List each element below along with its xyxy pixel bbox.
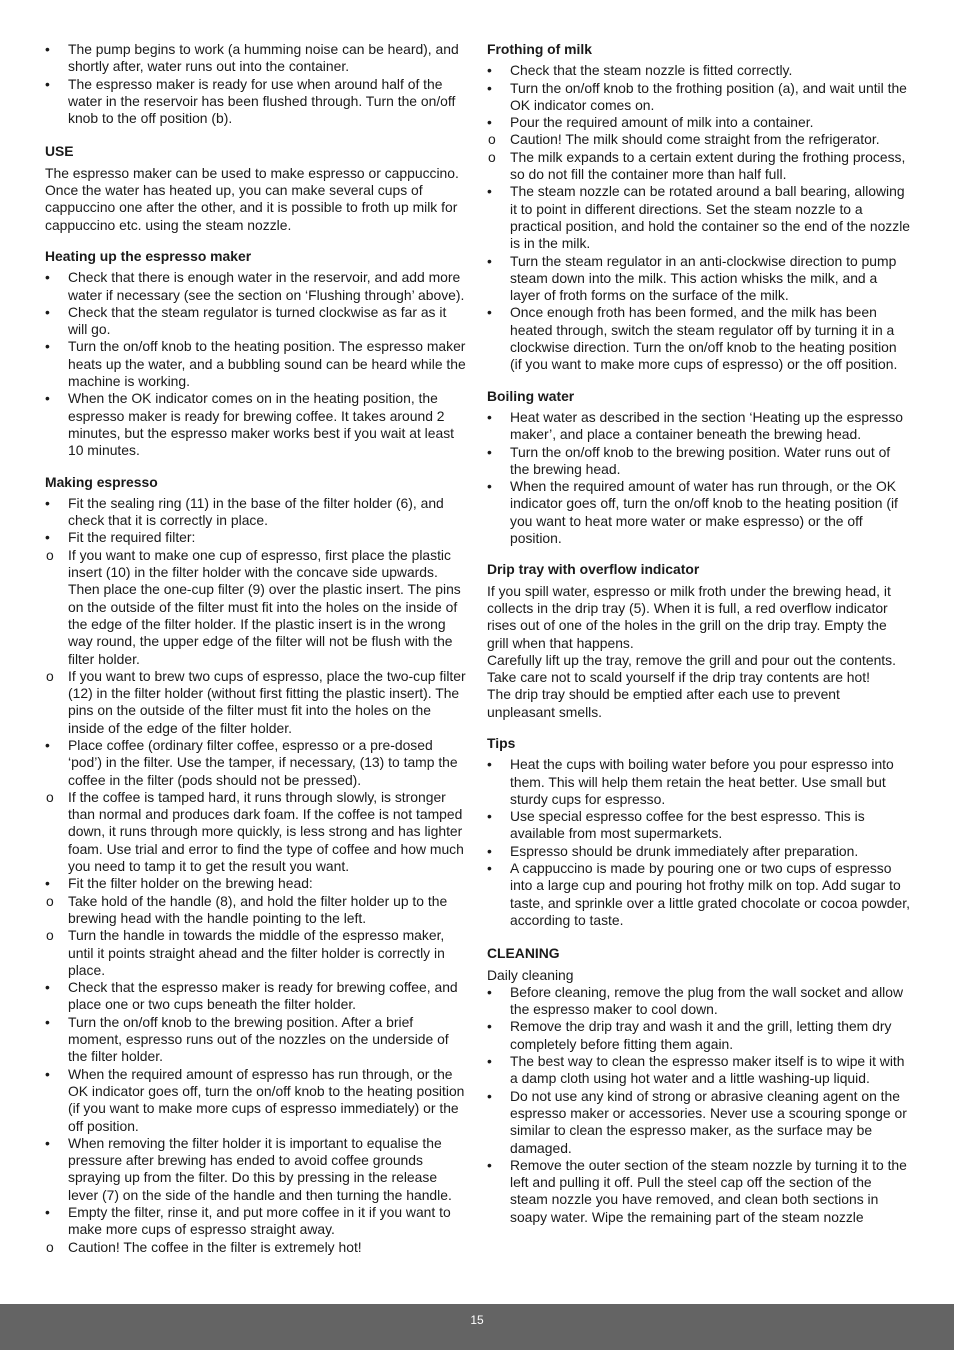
list-item: [45, 1204, 469, 1239]
list-item: [487, 183, 911, 252]
list-item-text: Pour the required amount of milk into a container.: [510, 114, 814, 131]
list-item-text: Remove the outer section of the steam nozzle by turning it to the left and pulling it off. Pull the steel cap off the section of the steam nozzle you have removed, and clean both sections in soapy water. Wipe the remaining part of the steam nozzle: [510, 1156, 907, 1225]
list-item-text: If the coffee is tamped hard, it runs through slowly, is stronger than normal and produces dark foam. If the coffee is not tamped down, it runs through more quickly, is less strong and has lighter foam. Use trial and error to find the type of coffee and how much you need to tamp it to get the result you want.: [68, 788, 464, 875]
list-item: [487, 984, 911, 1019]
subheading-daily-cleaning: Daily cleaning: [487, 966, 574, 983]
list-item: [45, 495, 469, 530]
list-item: [45, 269, 469, 304]
bullet-marker: •: [45, 338, 50, 355]
sub-bullet-marker: o: [46, 1238, 54, 1255]
list-item-text: Place coffee (ordinary filter coffee, espresso or a pre-dosed ‘pod’) in the filter. Use the tamper, if necessary, (13) to tamp the coffee in the filter (pods should not be pressed).: [68, 736, 458, 788]
list-item: [487, 1157, 911, 1226]
list-item: [487, 860, 911, 929]
sub-bullet-marker: o: [46, 667, 54, 684]
left-column: [45, 41, 469, 1256]
bullet-marker: •: [487, 756, 492, 773]
bullet-list: [487, 62, 911, 373]
list-item-text: Check that the steam regulator is turned clockwise as far as it will go.: [68, 303, 447, 338]
page-number: 15: [470, 1313, 484, 1327]
list-item-text: Caution! The coffee in the filter is extremely hot!: [68, 1238, 362, 1255]
bullet-marker: •: [487, 183, 492, 200]
list-item: [487, 114, 911, 131]
list-item-text: Turn the on/off knob to the brewing position. After a brief moment, espresso runs out of the nozzles on the underside of the filter holder.: [68, 1013, 449, 1065]
list-item: [487, 478, 911, 547]
bullet-list: [45, 495, 469, 1256]
bullet-marker: •: [45, 494, 50, 511]
list-item: [487, 80, 911, 115]
list-item-text: A cappuccino is made by pouring one or two cups of espresso into a large cup and pouring hot frothy milk on top. Add sugar to taste, and sprinkle over a little grated chocolate or cocoa powder, according to taste.: [510, 860, 910, 928]
bullet-marker: •: [45, 390, 50, 407]
list-item-text: Turn the on/off knob to the frothing position (a), and wait until the OK indicator comes on.: [510, 79, 907, 113]
bullet-marker: •: [487, 62, 492, 79]
sub-bullet-marker: o: [46, 546, 54, 563]
bullet-marker: •: [487, 252, 492, 269]
list-item-text: Remove the drip tray and wash it and the grill, letting them dry completely before fitting them again.: [510, 1018, 892, 1052]
list-item: [487, 131, 911, 148]
list-item-text: Check that the espresso maker is ready for brewing coffee, and place one or two cups beneath the filter holder.: [68, 979, 458, 1013]
bullet-marker: •: [487, 1156, 492, 1173]
list-item: [45, 893, 469, 928]
bullet-marker: •: [45, 979, 50, 996]
list-item-text: Caution! The milk should come straight from the refrigerator.: [510, 131, 880, 148]
bullet-marker: •: [45, 1065, 50, 1082]
list-item: [45, 927, 469, 979]
bullet-marker: •: [487, 1018, 492, 1035]
list-item-text: The milk expands to a certain extent during the frothing process, so do not fill the container more than half full.: [510, 148, 906, 183]
paragraph: The espresso maker can be used to make espresso or cappuccino. Once the water has heated up, you can make several cups of cappuccino one after the other, and it is possible to froth up milk for cappuccino etc. using the steam nozzle.: [45, 164, 459, 233]
list-item-text: Fit the required filter:: [68, 529, 196, 546]
list-item: [45, 875, 469, 892]
list-item-text: Once enough froth has been formed, and the milk has been heated through, switch the steam regulator off by turning it in a clockwise direction. Turn the on/off knob to the heating position (if you want to make more cups of espresso) or the off position.: [510, 304, 898, 373]
list-item-text: The espresso maker is ready for use when around half of the water in the reservoir has been flushed through. Turn the on/off knob to the off position (b).: [68, 75, 456, 127]
bullet-marker: •: [487, 842, 492, 859]
bullet-marker: •: [487, 808, 492, 825]
list-item: [487, 304, 911, 373]
list-item-text: Take hold of the handle (8), and hold the filter holder up to the brewing head with the handle pointing to the left.: [68, 892, 448, 926]
bullet-list: [487, 409, 911, 547]
bullet-marker: •: [45, 529, 50, 546]
list-item: [45, 1239, 469, 1256]
list-item: [487, 843, 911, 860]
list-item: [45, 304, 469, 339]
list-item: [45, 979, 469, 1014]
bullet-marker: •: [487, 478, 492, 495]
list-item-text: Before cleaning, remove the plug from the wall socket and allow the espresso maker to cool down.: [510, 983, 904, 1018]
bullet-marker: •: [45, 1013, 50, 1030]
list-item: [45, 1135, 469, 1204]
bullet-list: [45, 41, 469, 127]
bullet-marker: •: [487, 114, 492, 131]
section-heading-making-espresso: Making espresso: [45, 473, 158, 490]
list-item: [45, 529, 469, 546]
bullet-marker: •: [45, 736, 50, 753]
list-item: [487, 149, 911, 184]
bullet-marker: •: [487, 443, 492, 460]
sub-bullet-marker: o: [46, 927, 54, 944]
bullet-marker: •: [45, 1204, 50, 1220]
right-column: [487, 41, 911, 1226]
list-item-text: Check that the steam nozzle is fitted correctly.: [510, 62, 793, 79]
list-item-text: Espresso should be drunk immediately after preparation.: [510, 842, 859, 859]
list-item-text: The best way to clean the espresso maker itself is to wipe it with a damp cloth using hot water and a little washing-up liquid.: [510, 1053, 905, 1087]
list-item: [487, 444, 911, 479]
paragraph: Carefully lift up the tray, remove the grill and pour out the contents. Take care not to scald yourself if the drip tray contents are hot!: [487, 651, 896, 686]
list-item-text: When removing the filter holder it is important to equalise the pressure after brewing has ended to avoid coffee grounds spraying up from the filter. Do this by pressing in the release lever (7) on the side of the handle and then turning the handle.: [68, 1134, 452, 1203]
bullet-list: [45, 269, 469, 459]
section-heading-heating-up-the-espresso-maker: Heating up the espresso maker: [45, 247, 252, 264]
list-item: [487, 756, 911, 808]
list-item: [45, 390, 469, 459]
list-item: [45, 76, 469, 128]
bullet-marker: •: [487, 79, 492, 96]
list-item: [487, 1088, 911, 1157]
list-item: [45, 1066, 469, 1135]
list-item: [45, 789, 469, 875]
list-item-text: Fit the filter holder on the brewing head:: [68, 875, 313, 892]
list-item: [487, 1018, 911, 1053]
list-item: [487, 62, 911, 79]
list-item-text: The steam nozzle can be rotated around a ball bearing, allowing it to point in different directions. Set the steam nozzle to a practical position, and hold the container so the end of the nozzle is in the milk.: [510, 183, 911, 252]
list-item-text: If you want to make one cup of espresso, first place the plastic insert (10) in the filter holder with the concave side upwards. Then place the one-cup filter (9) over the plastic insert. The pins on the outside of the filter must fit into the holes on the inside of the edge of the filter holder. If the plastic insert is in the wrong way round, the upper edge of the filter will not be flush with the filter holder.: [68, 546, 461, 667]
list-item: [487, 808, 911, 843]
section-heading-tips: Tips: [487, 734, 516, 751]
list-item: [45, 547, 469, 668]
list-item: [45, 41, 469, 76]
section-heading-use: USE: [45, 143, 74, 160]
bullet-marker: •: [45, 269, 50, 286]
list-item: [487, 1053, 911, 1088]
bullet-marker: •: [487, 1087, 492, 1104]
bullet-marker: •: [45, 875, 50, 892]
list-item-text: Turn the on/off knob to the heating position. The espresso maker heats up the water, and a bubbling sound can be heard while the machine is working.: [68, 338, 466, 390]
list-item: [45, 668, 469, 737]
list-item-text: When the required amount of water has run through, or the OK indicator goes off, turn the on/off knob to the heating position (if you want to heat more water or make espresso) or the off position.: [510, 478, 898, 547]
section-heading-frothing-of-milk: Frothing of milk: [487, 41, 592, 57]
sub-bullet-marker: o: [488, 131, 496, 148]
section-heading-boiling-water: Boiling water: [487, 387, 575, 404]
bullet-list: [487, 756, 911, 929]
list-item-text: Turn the on/off knob to the brewing position. Water runs out of the brewing head.: [510, 443, 891, 477]
list-item: [487, 253, 911, 305]
bullet-list: [487, 984, 911, 1226]
list-item: [487, 409, 911, 444]
bullet-marker: •: [487, 1053, 492, 1070]
list-item-text: Fit the sealing ring (11) in the base of the filter holder (6), and check that it is correctly in place.: [68, 494, 444, 529]
section-heading-drip-tray-with-overflow-indicator: Drip tray with overflow indicator: [487, 561, 700, 578]
list-item-text: Turn the handle in towards the middle of the espresso maker, until it points straight ahead and the filter holder is correctly in place.: [68, 927, 445, 978]
list-item-text: The pump begins to work (a humming noise can be heard), and shortly after, water runs out into the container.: [68, 41, 459, 75]
paragraph: If you spill water, espresso or milk froth under the brewing head, it collects in the drip tray (5). When it is full, a red overflow indicator rises out of one of the holes in the grill on the drip tray. Empty the grill when that happens.: [487, 582, 891, 651]
list-item-text: Heat water as described in the section ‘Heating up the espresso maker’, and place a container beneath the brewing head.: [510, 408, 904, 443]
list-item-text: Empty the filter, rinse it, and put more coffee in it if you want to make more cups of espresso straight away.: [68, 1204, 451, 1238]
section-heading-cleaning: CLEANING: [487, 945, 560, 962]
list-item-text: Do not use any kind of strong or abrasive cleaning agent on the espresso maker or accessories. Never use a scouring sponge or similar to clean the espresso maker, as the surface may be damaged.: [510, 1087, 907, 1156]
list-item: [45, 737, 469, 789]
bullet-marker: •: [45, 41, 50, 57]
bullet-marker: •: [45, 303, 50, 320]
list-item: [45, 338, 469, 390]
sub-bullet-marker: o: [488, 148, 496, 165]
list-item: [45, 1014, 469, 1066]
list-item-text: When the OK indicator comes on in the heating position, the espresso maker is ready for brewing coffee. It takes around 2 minutes, but the espresso maker works best if you wait at least 10 minutes.: [68, 390, 455, 459]
paragraph: The drip tray should be emptied after each use to prevent unpleasant smells.: [487, 686, 840, 720]
bullet-marker: •: [487, 408, 492, 425]
list-item-text: Use special espresso coffee for the best espresso. This is available from most supermarkets.: [510, 808, 865, 842]
sub-bullet-marker: o: [46, 788, 54, 805]
sub-bullet-marker: o: [46, 892, 54, 909]
list-item-text: Check that there is enough water in the reservoir, and add more water if necessary (see the section on ‘Flushing through’ above).: [68, 269, 465, 303]
list-item-text: Heat the cups with boiling water before you pour espresso into them. This will help them retain the heat better. Use small but sturdy cups for espresso.: [510, 756, 894, 807]
list-item-text: When the required amount of espresso has run through, or the OK indicator goes off, turn the on/off knob to the heating position (if you want to make more cups of espresso immediately) or the off position.: [68, 1065, 465, 1134]
bullet-marker: •: [487, 983, 492, 1000]
page-footer: [0, 1304, 954, 1350]
bullet-marker: •: [487, 304, 492, 321]
list-item-text: Turn the steam regulator in an anti-clockwise direction to pump steam down into the milk. This action whisks the milk, and a layer of froth forms on the surface of the milk.: [510, 252, 897, 304]
bullet-marker: •: [45, 75, 50, 92]
bullet-marker: •: [45, 1134, 50, 1151]
bullet-marker: •: [487, 860, 492, 877]
list-item-text: If you want to brew two cups of espresso, place the two-cup filter (12) in the filter holder (without first fitting the plastic insert). The pins on the outside of the filter must fit into the holes on the inside of the edge of the filter holder.: [68, 667, 466, 736]
